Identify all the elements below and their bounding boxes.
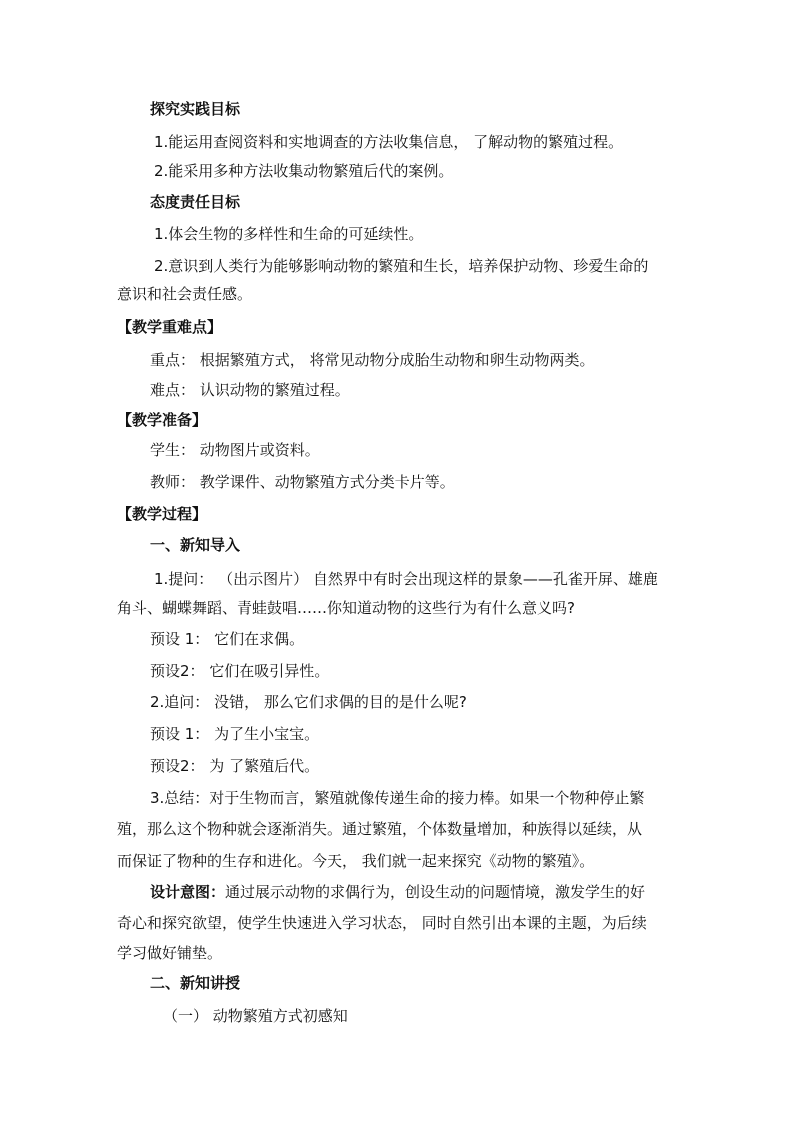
paragraph-line: 1.能运用查阅资料和实地调查的方法收集信息， 了解动物的繁殖过程。 bbox=[154, 133, 624, 151]
section-heading: 二、新知讲授 bbox=[150, 974, 241, 992]
paragraph-line: 3.总结：对于生物而言，繁殖就像传递生命的接力棒。如果一个物种停止繁 bbox=[150, 789, 645, 807]
paragraph-line: 意识和社会责任感。 bbox=[117, 285, 253, 303]
design-intent-line bbox=[150, 882, 645, 902]
design-intent-label: 设计意图： bbox=[150, 883, 226, 901]
section-heading: 【教学重难点】 bbox=[117, 318, 223, 336]
paragraph-line: 1.体会生物的多样性和生命的可延续性。 bbox=[154, 225, 424, 243]
paragraph-line: 教师： 教学课件、动物繁殖方式分类卡片等。 bbox=[150, 473, 455, 491]
paragraph-line: 学生： 动物图片或资料。 bbox=[150, 441, 320, 459]
paragraph-line: 重点： 根据繁殖方式， 将常见动物分成胎生动物和卵生动物两类。 bbox=[150, 351, 595, 369]
paragraph-line: 预设2： 它们在吸引异性。 bbox=[150, 662, 330, 680]
paragraph-line: 而保证了物种的生存和进化。今天， 我们就一起来探究《动物的繁殖》。 bbox=[117, 852, 595, 870]
paragraph-line: 1.提问： （出示图片） 自然界中有时会出现这样的景象——孔雀开屏、雄鹿 bbox=[154, 570, 658, 588]
section-heading: 探究实践目标 bbox=[150, 100, 241, 118]
paragraph-line: 预设 1： 为了生小宝宝。 bbox=[150, 725, 320, 743]
paragraph-line: 2.能采用多种方法收集动物繁殖后代的案例。 bbox=[154, 162, 454, 180]
paragraph-line: 2.追问： 没错， 那么它们求偶的目的是什么呢? bbox=[150, 693, 467, 711]
paragraph-line: 预设2： 为 了繁殖后代。 bbox=[150, 757, 320, 775]
paragraph-line: 角斗、蝴蝶舞蹈、青蛙鼓唱……你知道动物的这些行为有什么意义吗? bbox=[117, 599, 575, 617]
section-heading: 【教学准备】 bbox=[117, 411, 208, 429]
section-heading: 一、新知导入 bbox=[150, 536, 241, 554]
paragraph-line: 2.意识到人类行为能够影响动物的繁殖和生长，培养保护动物、珍爱生命的 bbox=[154, 257, 649, 275]
design-intent-text: 通过展示动物的求偶行为，创设生动的问题情境，激发学生的好 bbox=[225, 883, 646, 901]
paragraph-line: 预设 1： 它们在求偶。 bbox=[150, 630, 305, 648]
paragraph-line: 学习做好铺垫。 bbox=[117, 944, 223, 962]
subsection-heading: （一） 动物繁殖方式初感知 bbox=[163, 1007, 348, 1025]
paragraph-line: 难点： 认识动物的繁殖过程。 bbox=[150, 381, 350, 399]
paragraph-line: 奇心和探究欲望，使学生快速进入学习状态， 同时自然引出本课的主题，为后续 bbox=[117, 914, 647, 932]
section-heading: 态度责任目标 bbox=[150, 193, 241, 211]
section-heading: 【教学过程】 bbox=[117, 505, 208, 523]
paragraph-line: 殖，那么这个物种就会逐渐消失。通过繁殖，个体数量增加，种族得以延续，从 bbox=[117, 820, 643, 838]
